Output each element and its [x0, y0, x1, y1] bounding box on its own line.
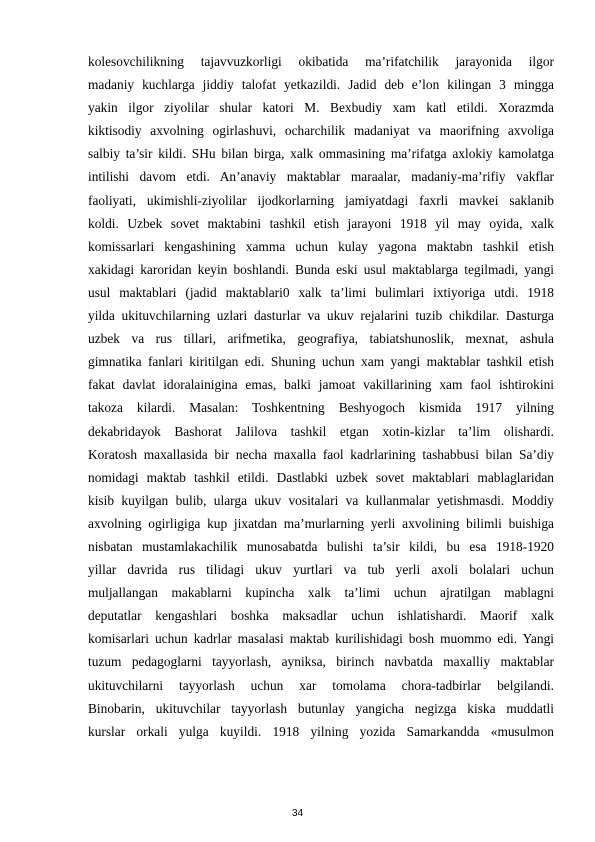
- text-line-19: nomidagi maktab tashkil etildi. Dastlabki uzbek sovet maktablari mablaglaridan: [88, 469, 554, 485]
- text-line-27: tuzum pedagoglarni tayyorlash, ayniksa, birinch navbatda maxalliy maktablar: [88, 654, 554, 670]
- text-line-28: ukituvchilarni tayyorlash uchun xar tomolama chora-tadbirlar belgilandi.: [88, 677, 554, 693]
- page-number: 34: [291, 808, 304, 819]
- text-line-5: salbiy ta’sir kildi. SHu bilan birga, xalk ommasining ma’rifatga axlokiy kamolatga: [88, 146, 554, 162]
- text-line-24: muljallangan makablarni kupincha xalk ta’limi uchun ajratilgan mablagni: [88, 585, 554, 601]
- text-line-29: Binobarin, ukituvchilar tayyorlash butunlay yangicha negizga kiska muddatli: [88, 700, 554, 716]
- text-line-30: kurslar orkali yulga kuyildi. 1918 yilning yozida Samarkandda «musulmon: [88, 723, 554, 739]
- text-line-1: kolesovchilikning tajavvuzkorligi okibatida ma’rifatchilik jarayonida ilgor: [88, 54, 554, 69]
- text-line-20: kisib kuyilgan bulib, ularga ukuv vositalari va kullanmalar yetishmasdi. Moddiy: [88, 492, 554, 508]
- text-line-3: yakin ilgor ziyolilar shular katori M. Bexbudiy xam katl etildi. Xorazmda: [88, 100, 554, 116]
- text-line-2: madaniy kuchlarga jiddiy talofat yetkazildi. Jadid deb e’lon kilingan 3 mingga: [88, 77, 554, 93]
- text-line-26: komisarlari uchun kadrlar masalasi maktab kurilishidagi bosh muommo edi. Yangi: [88, 631, 554, 647]
- text-line-12: yilda ukituvchilarning uzlari dasturlar va ukuv rejalarini tuzib chikdilar. Dasturga: [88, 308, 554, 324]
- text-line-8: koldi. Uzbek sovet maktabini tashkil etish jarayoni 1918 yil may oyida, xalk: [88, 215, 554, 231]
- text-line-13: uzbek va rus tillari, arifmetika, geografiya, tabiatshunoslik, mexnat, ashula: [88, 331, 554, 347]
- text-line-25: deputatlar kengashlari boshka maksadlar uchun ishlatishardi. Maorif xalk: [88, 608, 554, 624]
- text-line-16: takoza kilardi. Masalan: Toshkentning Beshyogoch kismida 1917 yilning: [88, 400, 554, 416]
- text-line-9: komissarlari kengashining xamma uchun kulay yagona maktabn tashkil etish: [88, 238, 554, 254]
- text-line-10: xakidagi karoridan keyin boshlandi. Bunda eski usul maktablarga tegilmadi, yangi: [88, 261, 554, 277]
- text-line-18: Koratosh maxallasida bir necha maxalla faol kadrlarining tashabbusi bilan Sa’diy: [88, 446, 554, 462]
- text-line-7: faoliyati, ukimishli-ziyolilar ijodkorlarning jamiyatdagi faxrli mavkei saklanib: [88, 192, 554, 208]
- text-line-22: nisbatan mustamlakachilik munosabatda bulishi ta’sir kildi, bu esa 1918-1920: [88, 538, 554, 554]
- text-line-6: intilishi davom etdi. An’anaviy maktablar maraalar, madaniy-ma’rifiy vakflar: [88, 169, 554, 185]
- text-line-15: fakat davlat idoralainigina emas, balki jamoat vakillarining xam faol ishtirokini: [88, 377, 554, 393]
- text-line-14: gimnatika fanlari kiritilgan edi. Shuning uchun xam yangi maktablar tashkil etish: [88, 354, 554, 370]
- text-line-11: usul maktablari (jadid maktablari0 xalk ta’limi bulimlari ixtiyoriga utdi. 1918: [88, 284, 554, 300]
- text-line-23: yillar davrida rus tilidagi ukuv yurtlari va tub yerli axoli bolalari uchun: [88, 562, 554, 578]
- text-line-4: kiktisodiy axvolning ogirlashuvi, ocharchilik madaniyat va maorifning axvoliga: [88, 123, 554, 139]
- text-line-21: axvolning ogirligiga kup jixatdan ma’murlarning yerli axvolining bilimli buishiga: [88, 515, 554, 531]
- text-line-17: dekabridayok Bashorat Jalilova tashkil etgan xotin-kizlar ta’lim olishardi.: [88, 423, 554, 439]
- document-body: [88, 50, 554, 743]
